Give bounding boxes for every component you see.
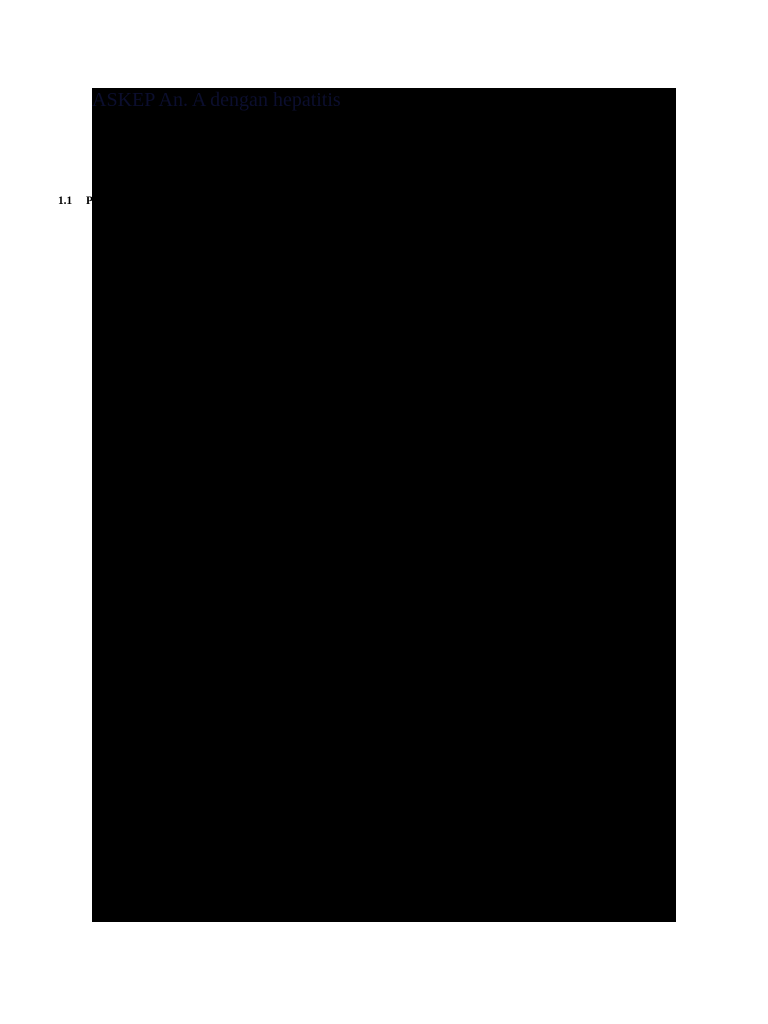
paragraph-11: Untuk mendapatkan gambaran yang jelas tentang asuhan keperawatan An. A dengan hepatitis di Ruang RB 4 Rumah Sakit Umum Pusat Haji Adam Malik Medan tahun 2010. [92, 891, 675, 921]
chapter-title: PENDAHULUAN [340, 159, 428, 171]
section-heading-1-1 [58, 193, 150, 211]
paragraph-3: Di Jogyakarta data PMI menyebutkan 805 orang diskrining untuk pendonor darah, 2,2% hepatitis positif. Di Mataram sebanyak 3000 sampel darah yang diskrining di PMI ternyata sebanyak 6,7%. (sumber : http://www.webugn.ac.id). [92, 392, 675, 422]
section-heading-1-2 [92, 853, 201, 871]
paragraph-1: Hepatitis adalah peradangan pada sel-sel hati, virus merupakan penyebab hepatitis yang paling sering terutama virus hepatitis A, B, C, D dan E. Pada umumnya penderita menjadi kronis, virus hepatitis D hanya dapat menyerang penderita yang telah terinfeksi virus B dan dapat memperparah keadaan penderita. (http://www.hepatitis/wiki). [92, 213, 675, 261]
paragraph-6: Dalam ilmu keperawatan terdapat hal yang disebut promotif yaitu suatu tindakan keperawatan promosi kesehatan. Pada kasus hepatitis, promosi kesehatan yang dapat dilakukan yaitu dengan melakukan tindakan penyuluhan kesehatan masyarakat umum maupun klien hepatitis sendiri, serta dapat juga membagikan selebaran-selebaran yang berhubungan penyakit hepatitis kepada masyarkat dengan tujuan agar masyarakat mengerti tentang pentingnya arti kesehatan. [92, 552, 675, 618]
section-title: Tujuan Umum [128, 873, 199, 885]
paragraph-2: Pertumbuhan kesehatan sedunia (WHO) menetapakan imunisasi hepatitis disetiap negara, karena penyebab terbanyak hepatitis virus, hepatitis virus tersebar di seluruh Indonesia dan menyerang semua suku bangsa, sekitar 2 milyar orang di dunia diduga telah terinfeksi dan 350 juta menderita menjadi masalah kesehatan global yang serius, menurut Prof. dr. Hj. Siti Nurdjanah, M.Kes, SpPd-KGEH, Indonesia endemis hepatitis virus antara 2,5-20 % dan menempati urutan ke-3 di Asia yaitu berkisar 11,6 %. (http://www.webugn.ac.id). [92, 285, 675, 369]
paragraph-7: Preventif adalah suatu tindakan keperawatan untuk mencegah terjadinya suatu penyakit atau menghilangkan gejala penyakit pada kasus hepatitis virus tindakan pencegahan yang perlu dilakukan dengan memberikan vaksin hepatitis, meningkatkan gizi masyarakat dan memelihara kesehatan lingkungan yang baik. [92, 642, 675, 690]
paragraph-10: Dari uraian tersebut, maka penulis merasa tertarik untuk mengambil kasus berjudul “Asuhan Keperawatan Pada An. A Dengan Hepatitis Di Ruang RB 4 Rumah Sakit Umum Pusat Haji Adam Malik Medan. [92, 785, 675, 815]
section-number: 1.2.1 [92, 873, 115, 885]
paragraph-9: Rehabilitasi adalah suatu tindakan rehabilitasi pada kasus hepatitis, disini perawat berfungsi sebagai yang merawat, memelihara bahkan melayani klien serta memberi dukungan kepada klien agar klien cepat sembuh. [92, 749, 675, 779]
paragraph-5: Sedangkan di Medan Sumatra-Utara di laporkan dalam kurun waktu 4 tahun dari 19.914 pasien yang di rawat di bagian penyakit dalam di dapatkan 128 pasien penyakit hati (5%) dan pengamatan secara klinis di jumpai 819 (72.7%) adalah penyakit Hepatitis [92, 499, 675, 547]
chapter-label: BAB I [368, 141, 400, 153]
document-title: ASKEP An. A dengan hepatitis [92, 89, 341, 111]
section-title: Tujuan Penulisan [116, 855, 201, 867]
paragraph-4: Dampak dari penyakit hepatitis, penyebab/komplikasi yang dapat terjadi pada penyakit hepatitis adalah kolesterol, pendarahan, saluran cerna, gagal ginjal, gangguan elektrolit, gangguan pernafasan, hiperglikemia, demam, bakteri, gelisah, hipertensi, kematian/hypotesis portal. [92, 445, 675, 493]
section-title: Pendahuluan [86, 195, 151, 207]
paragraph-8: Kuratif adalah kelompok yang menderita penyakit atau masalah kesehatan melalui kegiatan-kegiatan seperti merawat orang sakit di rumah (home nursing), merawat orang sakit sebagai tindakan lanjut perawat dari puskesmas dan di rumah. [92, 696, 675, 726]
section-number: 1.2 [92, 855, 107, 867]
section-heading-1-2-1 [92, 871, 199, 889]
section-number: 1.1 [58, 195, 73, 207]
